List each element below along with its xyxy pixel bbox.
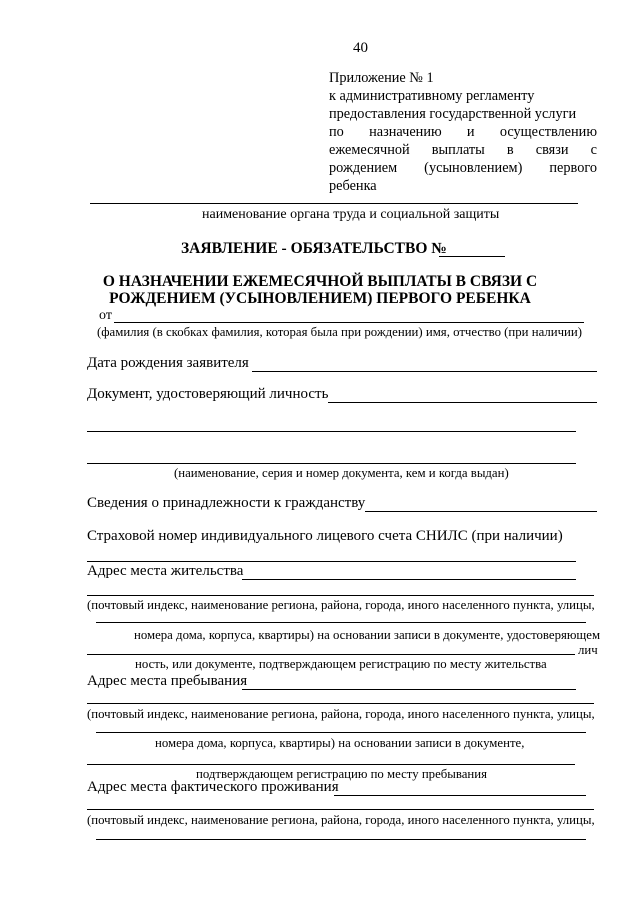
birth-date-label: Дата рождения заявителя xyxy=(87,355,249,371)
residence-field-line3[interactable] xyxy=(96,622,586,623)
residence-field-line4[interactable] xyxy=(87,654,575,655)
citizenship-field[interactable] xyxy=(365,511,597,512)
appendix-line: ребенка xyxy=(329,178,377,194)
actual-residence-field[interactable] xyxy=(334,795,586,796)
residence-caption-3: лич xyxy=(578,643,598,657)
id-document-field-line2[interactable] xyxy=(87,431,576,432)
stay-caption-3: подтверждающем регистрацию по месту пребывания xyxy=(196,767,488,781)
applicant-name-field[interactable] xyxy=(114,322,584,323)
appendix-line: по назначению и осуществлению xyxy=(329,124,597,140)
stay-field-line2[interactable] xyxy=(87,703,594,704)
appendix-line: Приложение № 1 xyxy=(329,70,434,86)
form-title-text: ЗАЯВЛЕНИЕ - ОБЯЗАТЕЛЬСТВО № xyxy=(181,240,447,257)
name-caption: (фамилия (в скобках фамилия, которая была при рождении) имя, отчество (при наличии) xyxy=(97,325,582,339)
stay-field-line3[interactable] xyxy=(96,732,586,733)
residence-caption-2: номера дома, корпуса, квартиры) на основании записи в документе, удостоверяющем xyxy=(134,628,601,642)
residence-label: Адрес места жительства xyxy=(87,563,244,579)
stay-caption-1: (почтовый индекс, наименование региона, района, города, иного населенного пункта, улицы, xyxy=(87,707,595,721)
residence-field[interactable] xyxy=(242,579,576,580)
appendix-line: ежемесячной выплаты в связи с xyxy=(329,142,597,158)
appendix-line: к административному регламенту xyxy=(329,88,535,104)
residence-field-line2[interactable] xyxy=(87,595,594,596)
actual-residence-field-line3[interactable] xyxy=(96,839,586,840)
actual-residence-caption-1: (почтовый индекс, наименование региона, района, города, иного населенного пункта, улицы, xyxy=(87,813,595,827)
stay-field-line4[interactable] xyxy=(87,764,575,765)
snils-field[interactable] xyxy=(87,561,576,562)
residence-caption-4: ность, или документе, подтверждающем регистрацию по месту жительства xyxy=(135,657,547,671)
authority-field[interactable] xyxy=(90,203,578,204)
citizenship-label: Сведения о принадлежности к гражданству xyxy=(87,495,366,511)
form-subtitle-line2: РОЖДЕНИЕМ (УСЫНОВЛЕНИЕМ) ПЕРВОГО РЕБЕНКА xyxy=(109,290,531,307)
id-document-field[interactable] xyxy=(328,402,597,403)
snils-label: Страховой номер индивидуального лицевого счета СНИЛС (при наличии) xyxy=(87,528,563,544)
appendix-line: рождением (усыновлением) первого xyxy=(329,160,597,176)
stay-field[interactable] xyxy=(242,689,576,690)
actual-residence-field-line2[interactable] xyxy=(87,809,594,810)
id-document-field-line3[interactable] xyxy=(87,463,576,464)
residence-caption-1: (почтовый индекс, наименование региона, района, города, иного населенного пункта, улицы, xyxy=(87,598,595,612)
stay-caption-2: номера дома, корпуса, квартиры) на основании записи в документе, xyxy=(155,736,525,750)
authority-caption: наименование органа труда и социальной защиты xyxy=(202,207,500,222)
id-document-label: Документ, удостоверяющий личность xyxy=(87,386,329,402)
from-label: от xyxy=(99,308,112,323)
page-number: 40 xyxy=(353,40,368,56)
form-number-field[interactable] xyxy=(439,256,505,257)
appendix-line: предоставления государственной услуги xyxy=(329,106,577,122)
form-title xyxy=(181,240,447,258)
stay-label: Адрес места пребывания xyxy=(87,673,248,689)
birth-date-field[interactable] xyxy=(252,371,597,372)
appendix-block xyxy=(329,69,597,195)
actual-residence-label: Адрес места фактического проживания xyxy=(87,779,339,795)
form-subtitle-line1: О НАЗНАЧЕНИИ ЕЖЕМЕСЯЧНОЙ ВЫПЛАТЫ В СВЯЗИ С xyxy=(102,273,538,290)
id-document-caption: (наименование, серия и номер документа, кем и когда выдан) xyxy=(174,466,509,480)
